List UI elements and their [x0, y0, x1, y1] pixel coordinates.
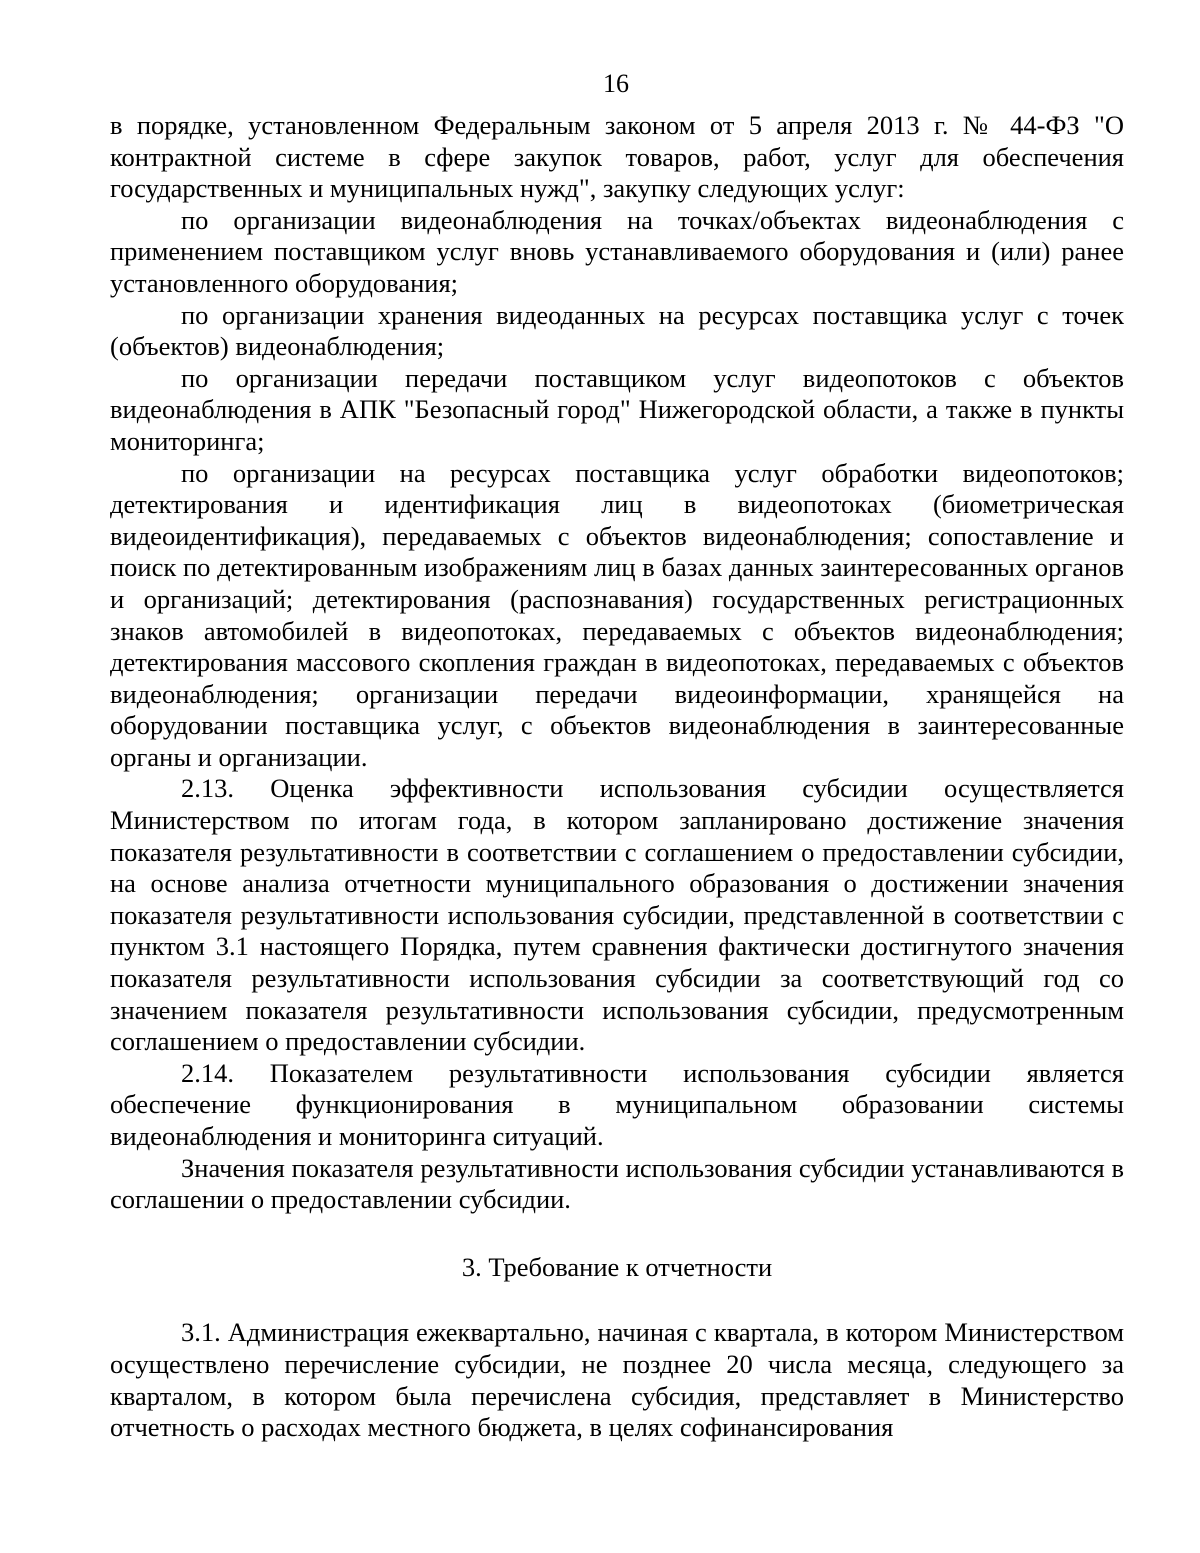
paragraph: Значения показателя результативности использования субсидии устанавливаются в соглашении о предоставлении субсидии. — [110, 1152, 1124, 1215]
paragraph: 2.14. Показателем результативности использования субсидии является обеспечение функционирования в муниципальном образовании системы видеонаблюдения и мониторинга ситуаций. — [110, 1057, 1124, 1151]
paragraph: по организации хранения видеоданных на ресурсах поставщика услуг с точек (объектов) видеонаблюдения; — [110, 299, 1124, 362]
document-body — [110, 110, 1124, 1444]
paragraph: в порядке, установленном Федеральным законом от 5 апреля 2013 г. № 44-ФЗ "О контрактной системе в сфере закупок товаров, работ, услуг для обеспечения государственных и муниципальных нужд", закупку следующих услуг: — [110, 110, 1124, 204]
paragraph: по организации видеонаблюдения на точках/объектах видеонаблюдения с применением поставщиком услуг вновь устанавливаемого оборудования и (или) ранее установленного оборудования; — [110, 204, 1124, 298]
paragraph: 3.1. Администрация ежеквартально, начиная с квартала, в котором Министерством осуществлено перечисление субсидии, не позднее 20 числа месяца, следующего за кварталом, в котором была перечислена субсидия, представляет в Министерство отчетность о расходах местного бюджета, в целях софинансирования — [110, 1317, 1124, 1443]
paragraphs-bottom — [110, 1317, 1124, 1443]
page-number: 16 — [603, 69, 629, 98]
paragraph: 2.13. Оценка эффективности использования субсидии осуществляется Министерством по итогам года, в котором запланировано достижение значения показателя результативности в соответствии с соглашением о предоставлении субсидии, на основе анализа отчетности муниципального образования о достижении значения показателя результативности использования субсидии, представленной в соответствии с пунктом 3.1 настоящего Порядка, путем сравнения фактически достигнутого значения показателя результативности использования субсидии за соответствующий год со значением показателя результативности использования субсидии, предусмотренным соглашением о предоставлении субсидии. — [110, 773, 1124, 1057]
paragraph: по организации на ресурсах поставщика услуг обработки видеопотоков; детектирования и идентификация лиц в видеопотоках (биометрическая видеоидентификация), передаваемых с объектов видеонаблюдения; сопоставление и поиск по детектированным изображениям лиц в базах данных заинтересованных органов и организаций; детектирования (распознавания) государственных регистрационных знаков автомобилей в видеопотоках, передаваемых с объектов видеонаблюдения; детектирования массового скопления граждан в видеопотоках, передаваемых с объектов видеонаблюдения; организации передачи видеоинформации, хранящейся на оборудовании поставщика услуг, с объектов видеонаблюдения в заинтересованные органы и организации. — [110, 457, 1124, 772]
section-heading: 3. Требование к отчетности — [461, 1251, 773, 1282]
paragraph: по организации передачи поставщиком услуг видеопотоков с объектов видеонаблюдения в АПК "Безопасный город" Нижегородской области, а также в пункты мониторинга; — [110, 362, 1124, 456]
paragraphs-top — [110, 110, 1124, 1216]
